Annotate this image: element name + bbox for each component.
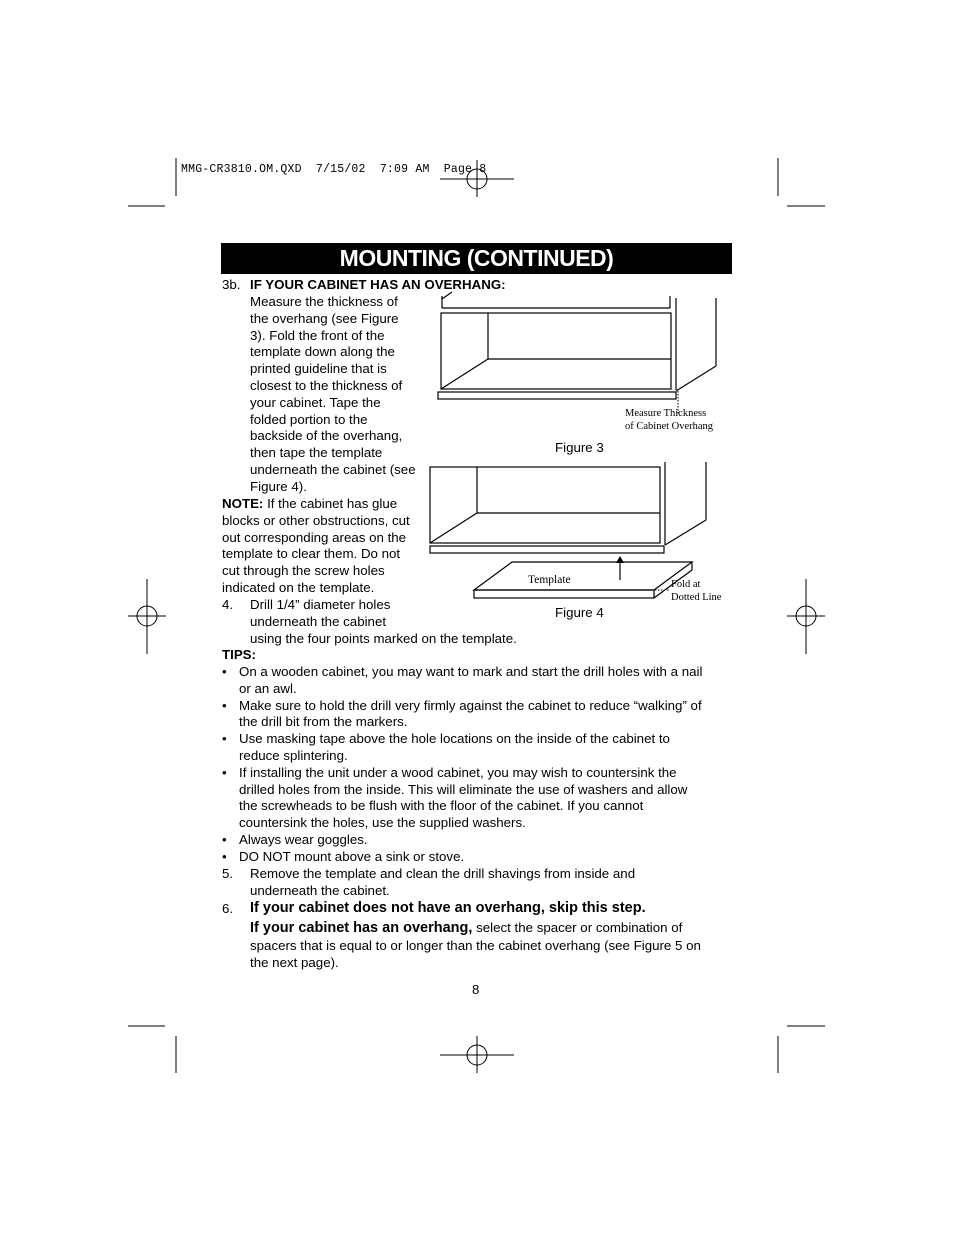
step-5-line: underneath the cabinet.	[250, 882, 390, 898]
note-line: template to clear them. Do not	[222, 546, 401, 562]
step-4-line: using the four points marked on the template.	[250, 630, 517, 646]
step-3b-line: then tape the template	[250, 445, 383, 461]
step-4-number: 4.	[222, 597, 234, 612]
step-3b-line: template down along the	[250, 344, 395, 360]
step-6-line: the next page).	[250, 954, 339, 970]
tips-label: TIPS:	[222, 647, 256, 662]
tip-item: • On a wooden cabinet, you may want to mark and start the drill holes with a nail or an awl.	[222, 664, 703, 696]
tip-item: • DO NOT mount above a sink or stove.	[222, 848, 465, 864]
tip-item: • Always wear goggles.	[222, 831, 368, 847]
step-3b-line: folded portion to the	[250, 411, 368, 427]
tip-item: • If installing the unit under a wood cabinet, you may wish to countersink the drilled holes from the inside. This will eliminate the use of washers and allow the screwheads to be flush with the floor of the cabinet. If you cannot countersink the holes, use the supplied washers.	[222, 764, 688, 831]
step-4-line: underneath the cabinet	[250, 613, 387, 629]
note-first-line: If the cabinet has glue	[263, 496, 398, 511]
figure-3-label: Measure Thickness of Cabinet Overhang	[625, 408, 714, 432]
note-line: cut through the screw holes	[222, 563, 385, 579]
step-5-line: Remove the template and clean the drill shavings from inside and	[250, 866, 636, 881]
step-3b-line: underneath the cabinet (see	[250, 461, 416, 477]
step-3b-line: 3). Fold the front of the	[250, 327, 385, 343]
step-3b-number: 3b.	[222, 277, 241, 292]
fold-label: Fold at Dotted Line	[671, 579, 722, 603]
figure-3-caption: Figure 3	[555, 440, 604, 455]
note-line: indicated on the template.	[222, 579, 375, 595]
note-line: blocks or other obstructions, cut	[222, 512, 410, 528]
figure-4-caption: Figure 4	[555, 605, 604, 620]
step-3b-line: Measure the thickness of	[250, 294, 398, 309]
arrow-up-icon	[616, 556, 624, 563]
step-6-bold-lead: If your cabinet has an overhang,	[250, 920, 473, 936]
step-3b-line: printed guideline that is	[250, 361, 387, 377]
step-6-number: 6.	[222, 901, 234, 916]
tip-item: • Use masking tape above the hole locations on the inside of the cabinet to reduce splintering.	[222, 731, 670, 763]
step-3b-line: backside of the overhang,	[250, 428, 403, 444]
tip-item: • Make sure to hold the drill very firmly against the cabinet to reduce “walking” of the drill bit from the markers.	[222, 697, 702, 730]
step-3b-heading: IF YOUR CABINET HAS AN OVERHANG:	[250, 277, 506, 292]
page-title: MOUNTING (CONTINUED)	[339, 245, 614, 271]
print-slug: MMG-CR3810.OM.QXD 7/15/02 7:09 AM Page 8	[181, 163, 487, 176]
step-6-bold-line: If your cabinet does not have an overhang, skip this step.	[250, 900, 646, 916]
template-label: Template	[528, 574, 571, 586]
step-3b-line: your cabinet. Tape the	[250, 394, 381, 410]
note-label: NOTE:	[222, 496, 264, 511]
step-6-line: spacers that is equal to or longer than the cabinet overhang (see Figure 5 on	[250, 938, 701, 953]
step-5-number: 5.	[222, 866, 234, 881]
page-number: 8	[472, 982, 480, 997]
note-line: out corresponding areas on the	[222, 529, 407, 545]
step-3b-line: closest to the thickness of	[250, 377, 403, 393]
step-3b-line: the overhang (see Figure	[250, 310, 399, 326]
step-6-rest: select the spacer or combination of	[472, 920, 683, 935]
step-3b-line: Figure 4).	[250, 478, 307, 494]
step-4-line: Drill 1/4” diameter holes	[250, 597, 391, 612]
